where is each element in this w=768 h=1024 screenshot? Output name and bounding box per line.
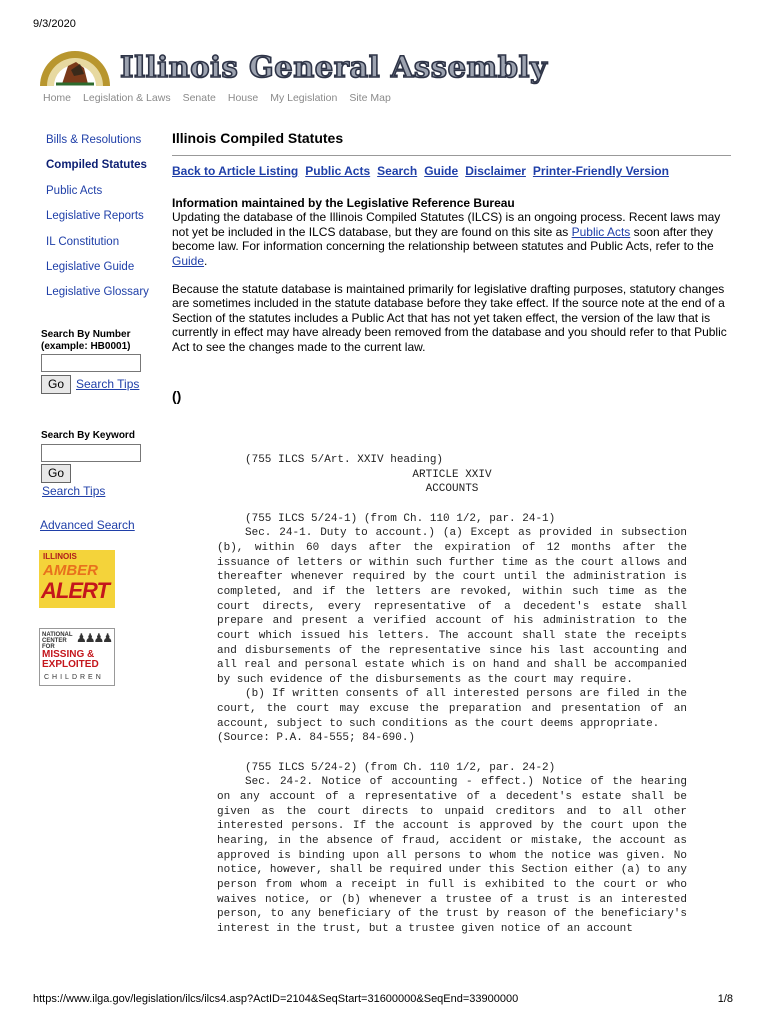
sidebar-item-bills-resolutions[interactable]: Bills & Resolutions (46, 134, 142, 146)
print-page-number: 1/8 (717, 993, 733, 1005)
nav-home[interactable]: Home (43, 92, 72, 104)
disclaimer-link[interactable]: Disclaimer (465, 164, 526, 178)
action-links (172, 164, 669, 178)
sidebar (46, 134, 156, 312)
amber-alert-icon[interactable]: ILLINOIS AMBER ALERT (39, 550, 115, 608)
title-divider (172, 155, 731, 156)
print-date: 9/3/2020 (33, 18, 76, 30)
sidebar-item-legislative-guide[interactable]: Legislative Guide (46, 260, 135, 273)
nav-legislation-laws[interactable]: Legislation & Laws (83, 92, 171, 104)
sidebar-item-il-constitution[interactable]: IL Constitution (46, 235, 120, 248)
printer-friendly-version-link[interactable]: Printer-Friendly Version (532, 164, 669, 178)
nav-senate[interactable]: Senate (182, 92, 216, 104)
sidebar-item-legislative-reports[interactable]: Legislative Reports (46, 210, 144, 223)
sidebar-item-compiled-statutes[interactable]: Compiled Statutes (46, 159, 147, 172)
back-to-article-listing-link[interactable]: Back to Article Listing (172, 164, 299, 178)
section-24-2-paragraph: Sec. 24-2. Notice of accounting - effect.) Notice of the hearing on any account of a representative of a decedent's estate shall be given as the court directs to unpaid creditors and to all other interested persons. If the account is approved by the court upon the hearing, in the absence of fraud, accident or mistake, the account as approved is binding upon all persons to whom the notice was given. No notice, however, shall be required under this Section either (a) to any person from whom a receipt in full is exhibited to the court or who waives notice, or (b) whenever a trustee of a trust is an interested person, to any beneficiary of the trust by reason of the beneficiary's interest in the trust, but a trustee given notice of an account (217, 776, 687, 935)
info-heading: Information maintained by the Legislative Reference Bureau (172, 196, 515, 210)
article-heading-citation: (755 ILCS 5/Art. XXIV heading) (245, 454, 444, 466)
nav-my-legislation[interactable]: My Legislation (270, 92, 338, 104)
drafting-disclaimer-paragraph: Because the statute database is maintained primarily for legislative drafting purposes, statutory changes are sometimes included in the statute database before they take effect. If the source note at the end of a Section of the statutes includes a Public Act that has not yet taken effect, the version of the law that is currently in effect may have already been removed from the database and you should refer to that Public Act to see the changes made to the current law. (172, 282, 727, 354)
search-by-number-label: Search By Number (example: HB0001) (41, 329, 131, 352)
sidebar-item-legislative-glossary[interactable]: Legislative Glossary (46, 286, 149, 299)
search-link[interactable]: Search (377, 164, 418, 178)
article-name: ACCOUNTS (425, 483, 479, 496)
section-24-2-citation: (755 ILCS 5/24-2) (from Ch. 110 1/2, par. 24-2) (245, 761, 556, 774)
guide-link[interactable]: Guide (424, 164, 459, 178)
inline-public-acts-link[interactable]: Public Acts (571, 224, 631, 239)
sidebar-item-public-acts[interactable]: Public Acts (46, 184, 103, 197)
search-by-number-go-button[interactable]: Go (41, 375, 71, 394)
section-24-1-source: (Source: P.A. 84-555; 84-690.) (217, 732, 416, 745)
section-24-1-citation: (755 ILCS 5/24-1) (from Ch. 110 1/2, par. 24-1) (245, 512, 556, 525)
nav-house[interactable]: House (227, 92, 259, 104)
print-url: https://www.ilga.gov/legislation/ilcs/ilcs4.asp?ActID=2104&SeqStart=31600000&SeqEnd=33900000 (33, 993, 519, 1005)
article-number: ARTICLE XXIV (412, 468, 492, 481)
children-silhouette-icon: ♟♟♟♟ (76, 631, 112, 645)
search-by-keyword-label: Search By Keyword (41, 430, 135, 441)
inline-guide-link[interactable]: Guide (172, 253, 205, 268)
top-navigation (43, 92, 391, 104)
site-title[interactable]: Illinois General Assembly (120, 50, 548, 84)
keyword-search-tips-link[interactable]: Search Tips (42, 484, 106, 498)
illinois-seal-icon[interactable] (38, 40, 112, 86)
search-tips-link[interactable]: Search Tips (76, 377, 140, 391)
search-by-keyword-input[interactable] (41, 444, 141, 462)
info-paragraph: Information maintained by the Legislative Reference Bureau Updating the database of the Illinois Compiled Statutes (ILCS) is an ongoing process. Recent laws may not yet be included in the ILCS database, but they are found on this site as Public Acts soon after they become law. For information concerning the relationship between statutes and Public Acts, refer to the Guide. (172, 196, 721, 268)
advanced-search-link[interactable]: Advanced Search (40, 518, 135, 532)
search-by-keyword-go-button[interactable]: Go (41, 464, 71, 483)
missing-children-icon[interactable]: NATIONAL CENTER FOR ♟♟♟♟ MISSING & EXPLOITED CHILDREN (39, 628, 115, 686)
section-24-1-paragraph-b: (b) If written consents of all interested persons are filed in the court, the court may excuse the preparation and presentation of an account, subject to such conditions as the court deems appropriate. (217, 688, 687, 730)
nav-site-map[interactable]: Site Map (349, 92, 391, 104)
public-acts-link[interactable]: Public Acts (305, 164, 371, 178)
statute-text (217, 453, 687, 937)
section-placeholder: () (172, 388, 182, 404)
page-title: Illinois Compiled Statutes (172, 130, 344, 146)
section-24-1-paragraph-a: Sec. 24-1. Duty to account.) (a) Except as provided in subsection (b), within 60 days after the expiration of 12 months after the issuance of letters or within such further time as the court allows and thereafter whenever required by the court until the administration is completed, and if the letters are revoked, within such time as the court directs, every representative of a decedent's estate shall prepare and present a verified account of his administration to the court which issued his letters. The account shall state the receipts and disbursements of the representative since his last accounting and all real and personal estate which is on hand and shall be accompanied by such evidence of the disbursements as the court may require. (217, 527, 687, 686)
search-by-number-input[interactable] (41, 354, 141, 372)
